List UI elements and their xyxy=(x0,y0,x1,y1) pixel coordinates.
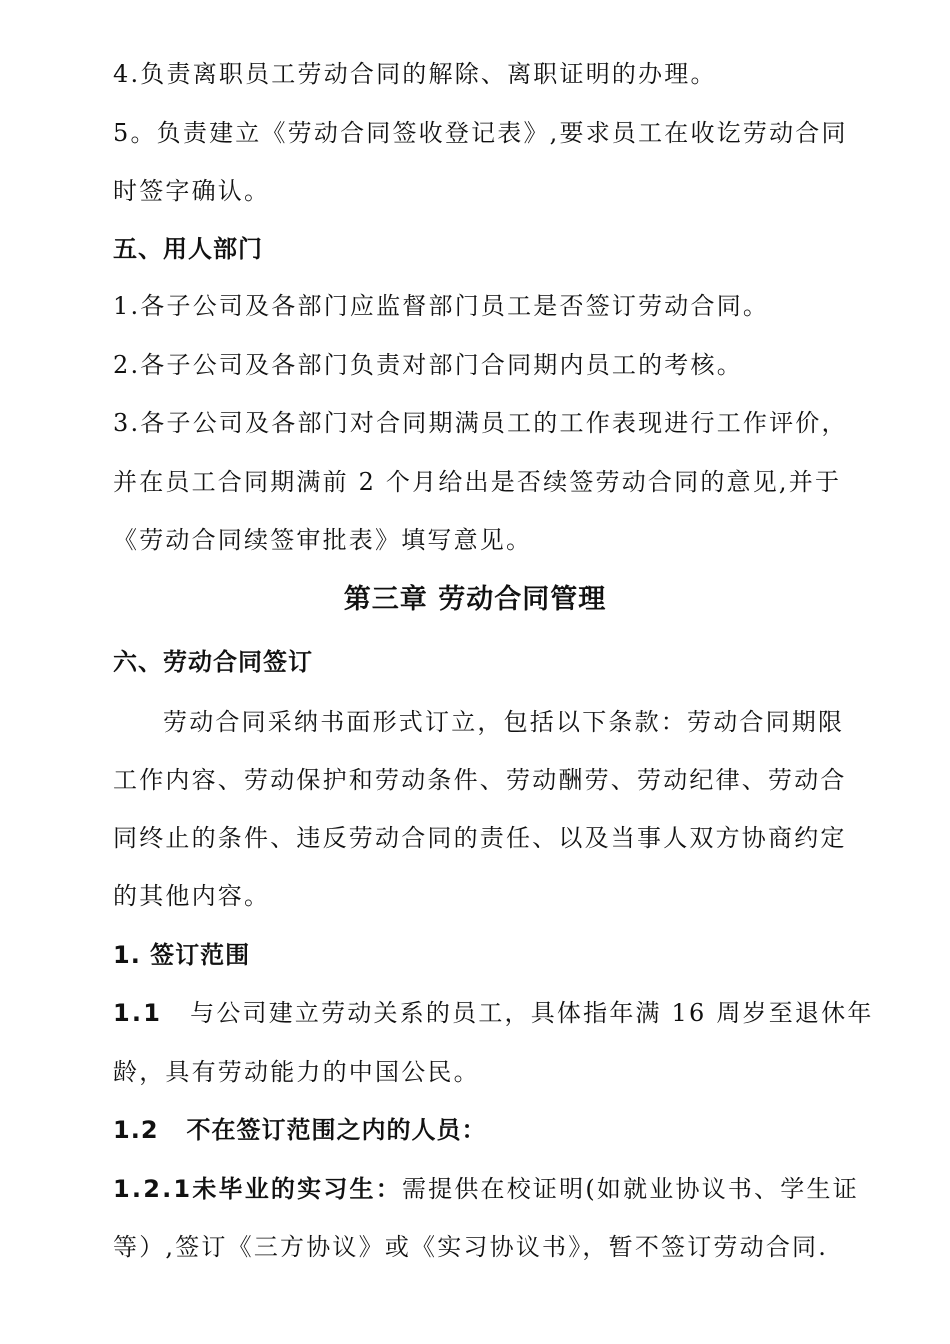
chapter-title: 第三章 劳动合同管理 xyxy=(343,584,607,615)
section5-heading: 五、用人部门 xyxy=(113,235,263,263)
section6-para-line4: 的其他内容。 xyxy=(113,882,271,910)
scope-item-1-1-line2: 龄，具有劳动能力的中国公民。 xyxy=(113,1058,480,1086)
section6-para-line2: 工作内容、劳动保护和劳动条件、劳动酬劳、劳动纪律、劳动合 xyxy=(113,766,847,794)
scope-heading: 1. 签订范围 xyxy=(113,941,251,969)
section6-para-line3: 同终止的条件、违反劳动合同的责任、以及当事人双方协商约定 xyxy=(113,824,847,852)
scope-item-1-2 xyxy=(113,1114,843,1146)
section5-item3-line1: 3.各子公司及各部门对合同期满员工的工作表现进行工作评价， xyxy=(113,409,848,437)
scope-item-1-2-1-text: 需提供在校证明(如就业协议书、学生证 xyxy=(401,1175,859,1203)
section5-item3-line2: 并在员工合同期满前 2 个月给出是否续签劳动合同的意见,并于 xyxy=(113,468,842,496)
section5-item1: 1.各子公司及各部门应监督部门员工是否签订劳动合同。 xyxy=(113,292,770,320)
scope-item-1-1-line1 xyxy=(113,997,874,1029)
section6-heading: 六、劳动合同签订 xyxy=(113,648,313,676)
scope-item-1-2-1-line2: 等）,签订《三方协议》或《实习协议书》，暂不签订劳动合同. xyxy=(113,1233,829,1261)
scope-item-1-2-1-label: 1.2.1未毕业的实习生： xyxy=(113,1175,402,1203)
scope-item-1-1-number: 1.1 xyxy=(113,999,163,1027)
section6-para-line1: 劳动合同采纳书面形式订立，包括以下条款：劳动合同期限 xyxy=(163,708,845,736)
section4-item5-line1: 5。负责建立《劳动合同签收登记表》,要求员工在收讫劳动合同 xyxy=(113,119,848,147)
section5-item2: 2.各子公司及各部门负责对部门合同期内员工的考核。 xyxy=(113,351,743,379)
scope-item-1-2-text: 不在签订范围之内的人员： xyxy=(186,1116,487,1144)
scope-item-1-2-1-line1 xyxy=(113,1173,859,1205)
scope-item-1-1-text: 与公司建立劳动关系的员工，具体指年满 16 周岁至退休年 xyxy=(190,999,874,1027)
section4-item5-line2: 时签字确认。 xyxy=(113,177,271,205)
section5-item3-line3: 《劳动合同续签审批表》填写意见。 xyxy=(113,526,533,554)
scope-item-1-2-number: 1.2 xyxy=(113,1116,159,1144)
section4-item4: 4.负责离职员工劳动合同的解除、离职证明的办理。 xyxy=(113,60,717,88)
